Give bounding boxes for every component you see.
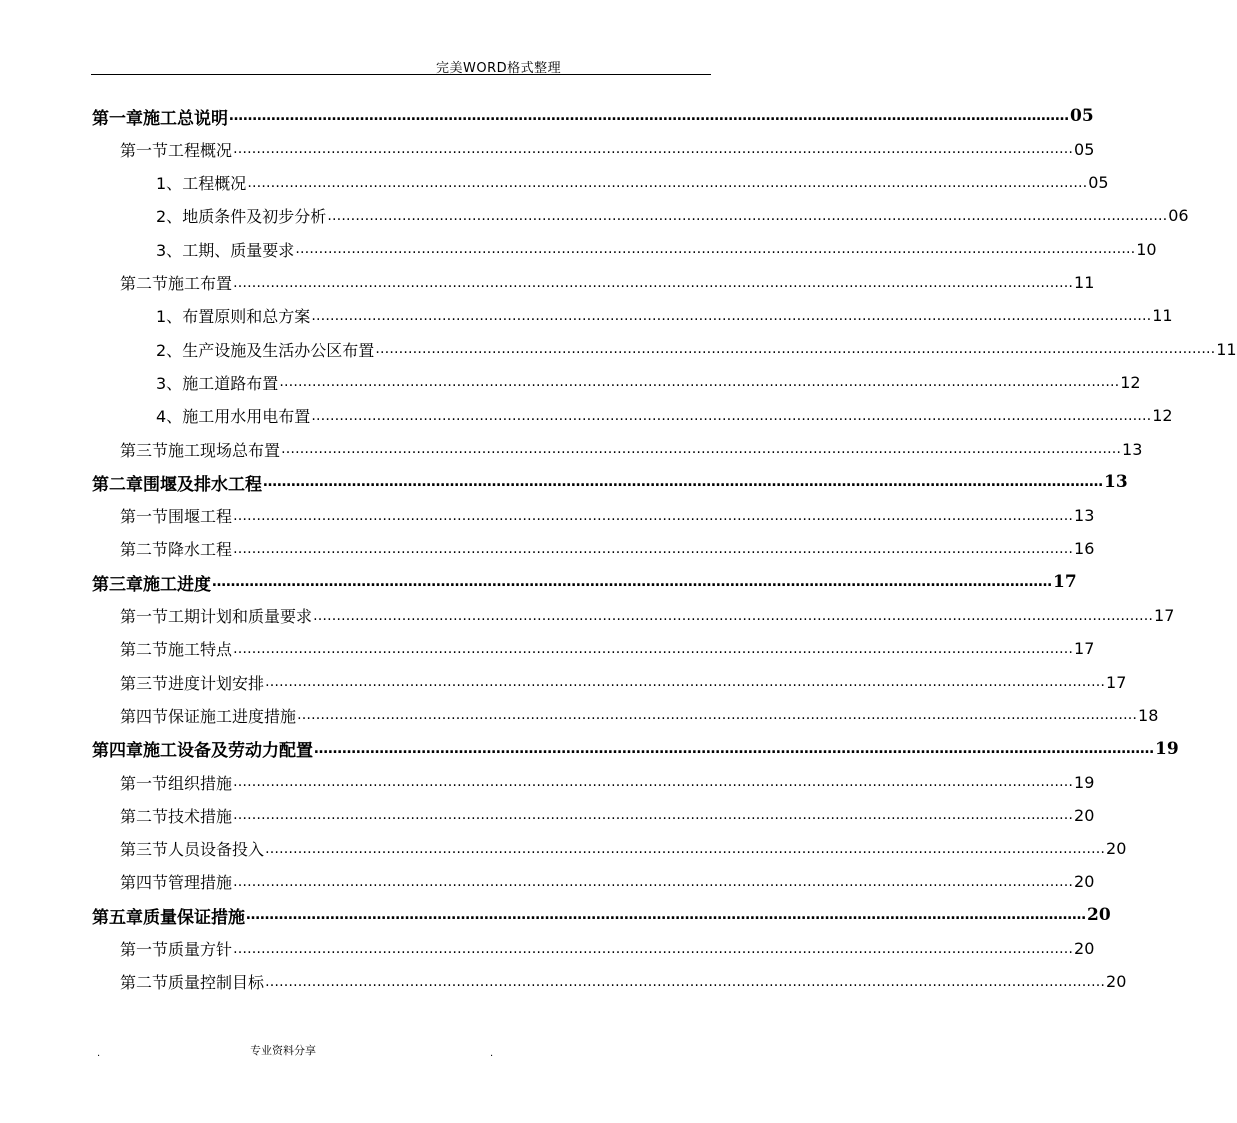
toc-entry-number: 第一节 <box>120 773 169 793</box>
toc-entry-page-number: 20 <box>1106 839 1127 859</box>
toc-entry-page-number: 17 <box>1106 672 1127 692</box>
toc-entry-number: 第四节 <box>120 706 169 726</box>
toc-dot-leader: ……………………………………………………………………………………………………………………………………………………………… <box>265 840 1106 857</box>
toc-entry-section[interactable] <box>120 934 1095 964</box>
toc-dot-leader: ……………………………………………………………………………………………………………………………………………………………… <box>314 740 1154 757</box>
footer-left-mark: . <box>97 1048 101 1059</box>
toc-entry-page-number: 18 <box>1138 705 1159 725</box>
toc-entry-section[interactable] <box>120 867 1095 897</box>
toc-entry-page-number: 12 <box>1152 406 1173 426</box>
toc-entry-number: 第二节 <box>120 973 169 993</box>
toc-entry-page-number: 10 <box>1136 239 1157 259</box>
toc-entry-item[interactable] <box>156 168 1109 198</box>
toc-entry-section[interactable] <box>120 501 1095 531</box>
toc-entry-number: 第四节 <box>120 873 169 893</box>
toc-entry-title: 管理措施 <box>168 873 233 893</box>
page-header-text: 完美WORD格式整理 <box>436 61 562 76</box>
toc-entry-chapter[interactable] <box>92 467 1128 497</box>
toc-entry-number: 第二节 <box>120 540 169 560</box>
toc-entry-title: 进度计划安排 <box>168 673 265 693</box>
toc-dot-leader: ……………………………………………………………………………………………………………………………………………………………… <box>263 474 1103 491</box>
footer-text: 专业资料分享 <box>250 1044 316 1057</box>
toc-entry-title: 工期计划和质量要求 <box>168 607 313 626</box>
toc-entry-title: 施工总说明 <box>143 108 228 129</box>
toc-dot-leader: ……………………………………………………………………………………………………………………………………………………………… <box>233 507 1074 524</box>
toc-entry-page-number: 13 <box>1104 472 1128 493</box>
toc-entry-number: 第一节 <box>120 507 169 527</box>
toc-entry-item[interactable] <box>156 367 1141 397</box>
toc-entry-title: 生产设施及生活办公区布置 <box>182 340 375 360</box>
toc-dot-leader: ……………………………………………………………………………………………………………………………………………………………… <box>247 174 1088 191</box>
toc-entry-page-number: 19 <box>1155 738 1179 759</box>
toc-dot-leader: ……………………………………………………………………………………………………………………………………………………………… <box>265 973 1106 990</box>
toc-dot-leader: ……………………………………………………………………………………………………………………………………………………………… <box>295 241 1136 258</box>
toc-dot-leader: ……………………………………………………………………………………………………………………………………………………………… <box>281 441 1122 457</box>
toc-entry-item[interactable] <box>156 401 1173 431</box>
toc-dot-leader: ……………………………………………………………………………………………………………………………………………………………… <box>233 540 1074 557</box>
toc-entry-section[interactable] <box>120 834 1127 864</box>
toc-entry-title: 地质条件及初步分析 <box>182 207 327 227</box>
toc-entry-page-number: 20 <box>1074 939 1095 958</box>
toc-entry-section[interactable] <box>120 134 1095 164</box>
toc-entry-title: 施工特点 <box>168 640 233 660</box>
toc-dot-leader: ……………………………………………………………………………………………………………………………………………………………… <box>375 341 1216 358</box>
toc-dot-leader: ……………………………………………………………………………………………………………………………………………………………… <box>233 807 1074 824</box>
toc-entry-section[interactable] <box>120 601 1175 631</box>
toc-entry-title: 施工现场总布置 <box>168 440 281 460</box>
toc-entry-page-number: 06 <box>1168 206 1189 226</box>
toc-dot-leader: ……………………………………………………………………………………………………………………………………………………………… <box>233 274 1074 291</box>
toc-dot-leader: ……………………………………………………………………………………………………………………………………………………………… <box>311 407 1152 424</box>
toc-entry-title: 施工布置 <box>168 274 233 293</box>
toc-entry-page-number: 17 <box>1074 639 1095 659</box>
toc-dot-leader: ……………………………………………………………………………………………………………………………………………………………… <box>279 374 1120 391</box>
toc-entry-number: 第一节 <box>120 140 169 160</box>
toc-entry-title: 工期、质量要求 <box>182 240 295 260</box>
toc-entry-section[interactable] <box>120 800 1095 830</box>
toc-entry-page-number: 20 <box>1074 805 1095 825</box>
toc-entry-page-number: 11 <box>1074 273 1095 292</box>
toc-entry-page-number: 12 <box>1120 372 1141 392</box>
toc-entry-section[interactable] <box>120 700 1159 730</box>
toc-entry-title: 布置原则和总方案 <box>182 307 311 327</box>
toc-entry-section[interactable] <box>120 634 1095 664</box>
toc-entry-number: 1、 <box>156 174 183 194</box>
header-divider <box>91 74 711 75</box>
toc-entry-chapter[interactable] <box>92 567 1077 597</box>
toc-entry-number: 第二章 <box>92 474 143 495</box>
toc-dot-leader: ……………………………………………………………………………………………………………………………………………………………… <box>233 640 1074 657</box>
toc-entry-page-number: 13 <box>1074 506 1095 526</box>
toc-entry-number: 第三节 <box>120 840 169 860</box>
toc-entry-number: 第五章 <box>92 907 143 928</box>
toc-entry-title: 技术措施 <box>168 806 233 826</box>
toc-entry-number: 3、 <box>156 373 183 393</box>
toc-entry-number: 第二节 <box>120 806 169 826</box>
toc-entry-page-number: 05 <box>1074 139 1095 159</box>
toc-entry-section[interactable] <box>120 767 1095 797</box>
toc-entry-title: 工程概况 <box>182 174 247 194</box>
toc-entry-page-number: 05 <box>1070 106 1094 126</box>
toc-entry-number: 第一章 <box>92 108 143 129</box>
toc-entry-page-number: 19 <box>1074 772 1095 792</box>
toc-dot-leader: ……………………………………………………………………………………………………………………………………………………………… <box>233 141 1074 158</box>
toc-entry-number: 第四章 <box>92 741 143 762</box>
toc-entry-section[interactable] <box>120 667 1127 697</box>
toc-dot-leader: ……………………………………………………………………………………………………………………………………………………………… <box>233 774 1074 790</box>
toc-entry-page-number: 17 <box>1154 606 1175 625</box>
toc-entry-number: 1、 <box>156 307 183 327</box>
toc-dot-leader: ……………………………………………………………………………………………………………………………………………………………… <box>311 307 1152 324</box>
toc-entry-page-number: 11 <box>1152 306 1173 326</box>
toc-entry-number: 第二节 <box>120 640 169 660</box>
toc-entry-number: 2、 <box>156 207 183 227</box>
toc-entry-title: 施工进度 <box>143 574 211 595</box>
toc-entry-title: 质量方针 <box>168 940 233 959</box>
toc-entry-title: 工程概况 <box>168 140 233 160</box>
toc-entry-section[interactable] <box>120 268 1095 298</box>
toc-entry-number: 第一节 <box>120 940 169 959</box>
toc-dot-leader: ……………………………………………………………………………………………………………………………………………………………… <box>229 108 1069 124</box>
toc-dot-leader: ……………………………………………………………………………………………………………………………………………………………… <box>297 707 1138 724</box>
toc-entry-item[interactable] <box>156 334 1237 364</box>
toc-entry-item[interactable] <box>156 301 1173 331</box>
toc-entry-page-number: 20 <box>1087 905 1111 926</box>
toc-entry-section[interactable] <box>120 534 1095 564</box>
toc-entry-item[interactable] <box>156 201 1189 231</box>
toc-dot-leader: ……………………………………………………………………………………………………………………………………………………………… <box>313 607 1154 624</box>
toc-entry-page-number: 05 <box>1088 173 1109 193</box>
toc-dot-leader: ……………………………………………………………………………………………………………………………………………………………… <box>233 940 1074 957</box>
toc-entry-title: 施工设备及劳动力配置 <box>143 741 313 762</box>
toc-entry-page-number: 13 <box>1122 439 1143 459</box>
toc-entry-title: 围堰工程 <box>168 507 233 527</box>
toc-entry-title: 质量保证措施 <box>143 907 245 928</box>
toc-dot-leader: ……………………………………………………………………………………………………………………………………………………………… <box>233 873 1074 890</box>
toc-dot-leader: ……………………………………………………………………………………………………………………………………………………………… <box>265 674 1106 691</box>
toc-entry-page-number: 11 <box>1216 339 1237 359</box>
footer-right-mark: . <box>490 1048 494 1059</box>
toc-dot-leader: ……………………………………………………………………………………………………………………………………………………………… <box>212 574 1052 591</box>
toc-entry-title: 保证施工进度措施 <box>168 706 297 726</box>
toc-dot-leader: ……………………………………………………………………………………………………………………………………………………………… <box>327 207 1168 224</box>
toc-entry-title: 人员设备投入 <box>168 840 265 860</box>
toc-entry-page-number: 20 <box>1106 972 1127 992</box>
toc-entry-title: 施工道路布置 <box>182 373 279 393</box>
toc-entry-number: 2、 <box>156 340 183 360</box>
toc-entry-item[interactable] <box>156 234 1157 264</box>
toc-entry-title: 围堰及排水工程 <box>143 474 262 495</box>
toc-entry-title: 施工用水用电布置 <box>182 407 311 427</box>
toc-entry-chapter[interactable] <box>92 734 1179 764</box>
toc-entry-chapter[interactable] <box>92 900 1111 930</box>
toc-entry-title: 组织措施 <box>168 773 233 793</box>
toc-entry-number: 第三节 <box>120 440 169 460</box>
toc-entry-title: 质量控制目标 <box>168 973 265 993</box>
toc-entry-number: 4、 <box>156 407 183 427</box>
toc-entry-page-number: 17 <box>1053 572 1077 593</box>
toc-entry-page-number: 16 <box>1074 539 1095 559</box>
toc-entry-title: 降水工程 <box>168 540 233 560</box>
toc-entry-section[interactable] <box>120 434 1143 464</box>
toc-entry-number: 第一节 <box>120 607 169 626</box>
toc-entry-number: 第三节 <box>120 673 169 693</box>
toc-entry-number: 第三章 <box>92 574 143 595</box>
toc-entry-chapter[interactable] <box>92 101 1094 131</box>
toc-entry-number: 第二节 <box>120 274 169 293</box>
toc-entry-number: 3、 <box>156 240 183 260</box>
toc-dot-leader: ……………………………………………………………………………………………………………………………………………………………… <box>246 907 1086 924</box>
toc-entry-page-number: 20 <box>1074 872 1095 892</box>
toc-entry-section[interactable] <box>120 967 1127 997</box>
